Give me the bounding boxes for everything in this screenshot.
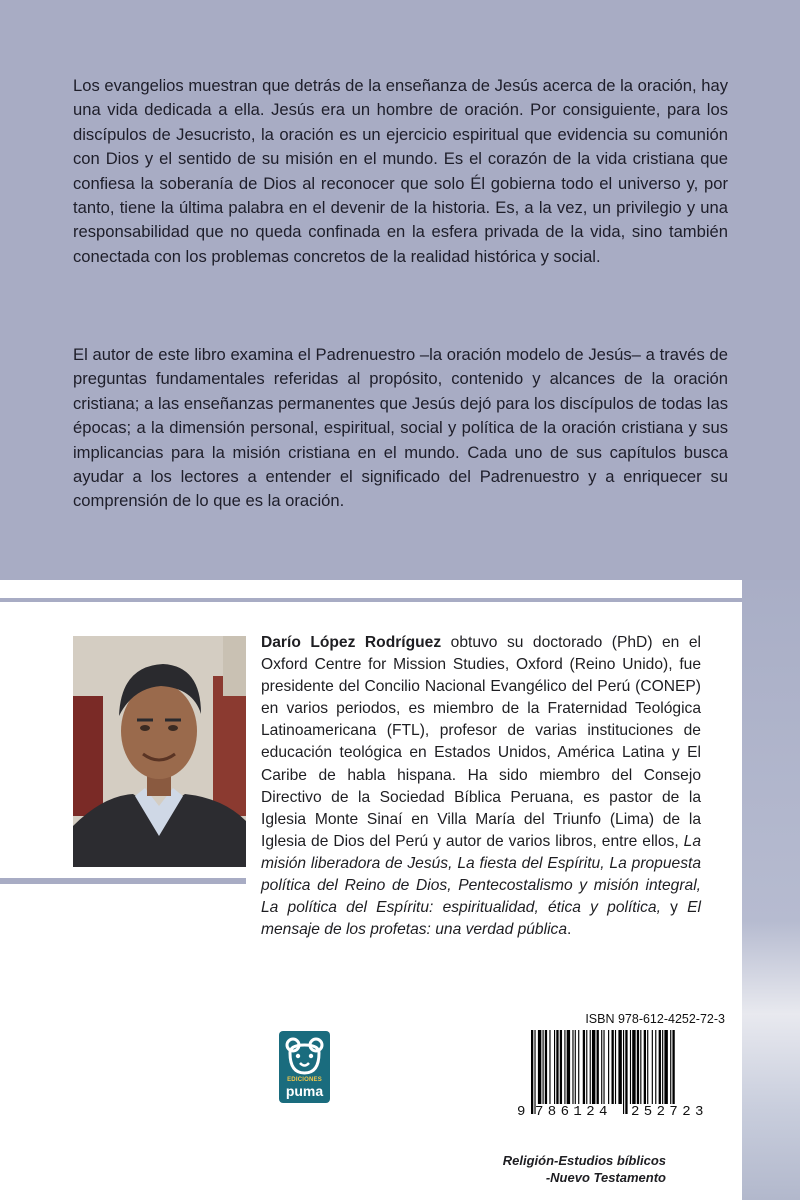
author-bio-end: . <box>567 921 572 939</box>
author-name: Darío López Rodríguez <box>261 634 442 651</box>
barcode-bar <box>560 1030 562 1104</box>
barcode-bar <box>586 1030 587 1104</box>
barcode-bar <box>623 1030 624 1114</box>
category-label <box>440 1152 666 1186</box>
author-bio <box>261 632 701 941</box>
barcode-bar <box>556 1030 558 1104</box>
barcode-bar <box>608 1030 609 1104</box>
panel-divider <box>0 598 742 602</box>
barcode-digit-lead: 9 <box>517 1104 526 1120</box>
barcode-bar <box>583 1030 585 1104</box>
publisher-name-top: EDICIONES <box>287 1077 322 1083</box>
barcode-bar <box>615 1030 616 1104</box>
barcode-bar <box>640 1030 641 1104</box>
publisher-name: puma <box>285 1083 324 1099</box>
barcode-bar <box>659 1030 661 1104</box>
barcode-digits-left: 786124 <box>535 1104 612 1120</box>
barcode-bar <box>564 1030 565 1104</box>
barcode-bar <box>554 1030 555 1104</box>
barcode-bar <box>597 1030 599 1104</box>
barcode-bar <box>662 1030 663 1104</box>
author-last-book: El mensaje de los profetas: una verdad pública <box>261 899 701 939</box>
barcode-bar <box>612 1030 614 1104</box>
barcode-bar <box>545 1030 547 1104</box>
barcode-bar <box>625 1030 627 1114</box>
barcode-bar <box>630 1030 631 1104</box>
barcode-bar <box>618 1030 621 1104</box>
barcode-bar <box>575 1030 576 1104</box>
category-line-1: Religión-Estudios bíblicos <box>502 1153 666 1168</box>
barcode-bar <box>543 1030 544 1104</box>
cover-edge-strip <box>742 580 800 1200</box>
author-bio-text-1: obtuvo su doctorado (PhD) en el Oxford Centre for Mission Studies, Oxford (Reino Unido), fue presidente del Concilio Nacional Evangélico del Perú (CONEP) en varios periodos, es miembro de la Fraternidad Teológica Latinoamericana (FTL), profesor de varias instituciones de educación teológica en Estados Unidos, América Latina y El Caribe de habla hispana. Ha sido miembro del Consejo Directivo de la Sociedad Bíblica Peruana, es pastor de la Iglesia Monte Sinaí en Villa María del Triunfo (Lima) de la Iglesia de Dios del Perú y autor de varios libros, entre ellos, <box>261 634 701 850</box>
barcode-bar <box>531 1030 533 1114</box>
photo-underline <box>0 878 246 884</box>
blurb-paragraph-1: Los evangelios muestran que detrás de la enseñanza de Jesús acerca de la oración, hay una vida dedicada a ella. Jesús era un hombre de oración. Por consiguiente, para los discípulos de Jesucristo, la oración es un ejercicio espiritual que evidencia su comunión con Dios y el sentido de su misión en el mundo. Es el corazón de la vida cristiana que confiesa la soberanía de Dios al reconocer que solo Él gobierna todo el universo y, por tanto, tiene la última palabra en el devenir de la historia. Es, a la vez, un privilegio y una responsabilidad que no queda confinada en la esfera privada de la vida, sino también conectada con los problemas concretos de la realidad histórica y social. <box>73 76 728 266</box>
barcode-bar <box>603 1030 604 1104</box>
barcode-bar <box>549 1030 550 1104</box>
barcode-bar <box>652 1030 653 1104</box>
barcode-bar <box>592 1030 595 1104</box>
barcode-bar <box>578 1030 579 1104</box>
publisher-logo <box>279 1031 330 1103</box>
author-books: La misión liberadora de Jesús, La fiesta del Espíritu, La propuesta política del Reino de Dios, Pentecostalismo y misión integral, La política del Espíritu: espiritualidad, ética y política, <box>261 832 701 917</box>
barcode-bar <box>647 1030 648 1104</box>
blurb-paragraph-2: El autor de este libro examina el Padrenuestro –la oración modelo de Jesús– a través de preguntas fundamentales referidas al propósito, contenido y alcances de la oración cristiana; a las enseñanzas permanentes que Jesús dejó para los discípulos de todas las épocas; a la dimensión personal, espiritual, social y política de la oración cristiana y sus implicancias para la misión cristiana en el mundo. Cada uno de sus capítulos busca ayudar a los lectores a entender el significado del Padrenuestro y a enriquecer su comprensión de lo que es la oración. <box>73 345 728 511</box>
barcode-bar <box>644 1030 646 1104</box>
barcode-bar <box>572 1030 573 1104</box>
barcode-bar <box>534 1030 535 1114</box>
barcode-bar <box>601 1030 602 1104</box>
barcode-digits-right: 252723 <box>631 1104 708 1120</box>
barcode-bar <box>664 1030 667 1104</box>
category-line-2: -Nuevo Testamento <box>545 1170 666 1185</box>
barcode-bar <box>637 1030 639 1104</box>
barcode-bar <box>567 1030 570 1104</box>
puma-head-icon <box>285 1037 324 1075</box>
barcode-bar <box>670 1030 671 1104</box>
barcode-bar <box>538 1030 541 1104</box>
author-photo <box>73 636 246 867</box>
author-bio-text-2: y <box>660 899 688 917</box>
barcode-bar <box>672 1030 674 1104</box>
barcode-bar <box>632 1030 635 1104</box>
isbn-label: ISBN 978-612-4252-72-3 <box>585 1012 725 1026</box>
barcode-bar <box>590 1030 591 1104</box>
barcode-bar <box>655 1030 656 1104</box>
